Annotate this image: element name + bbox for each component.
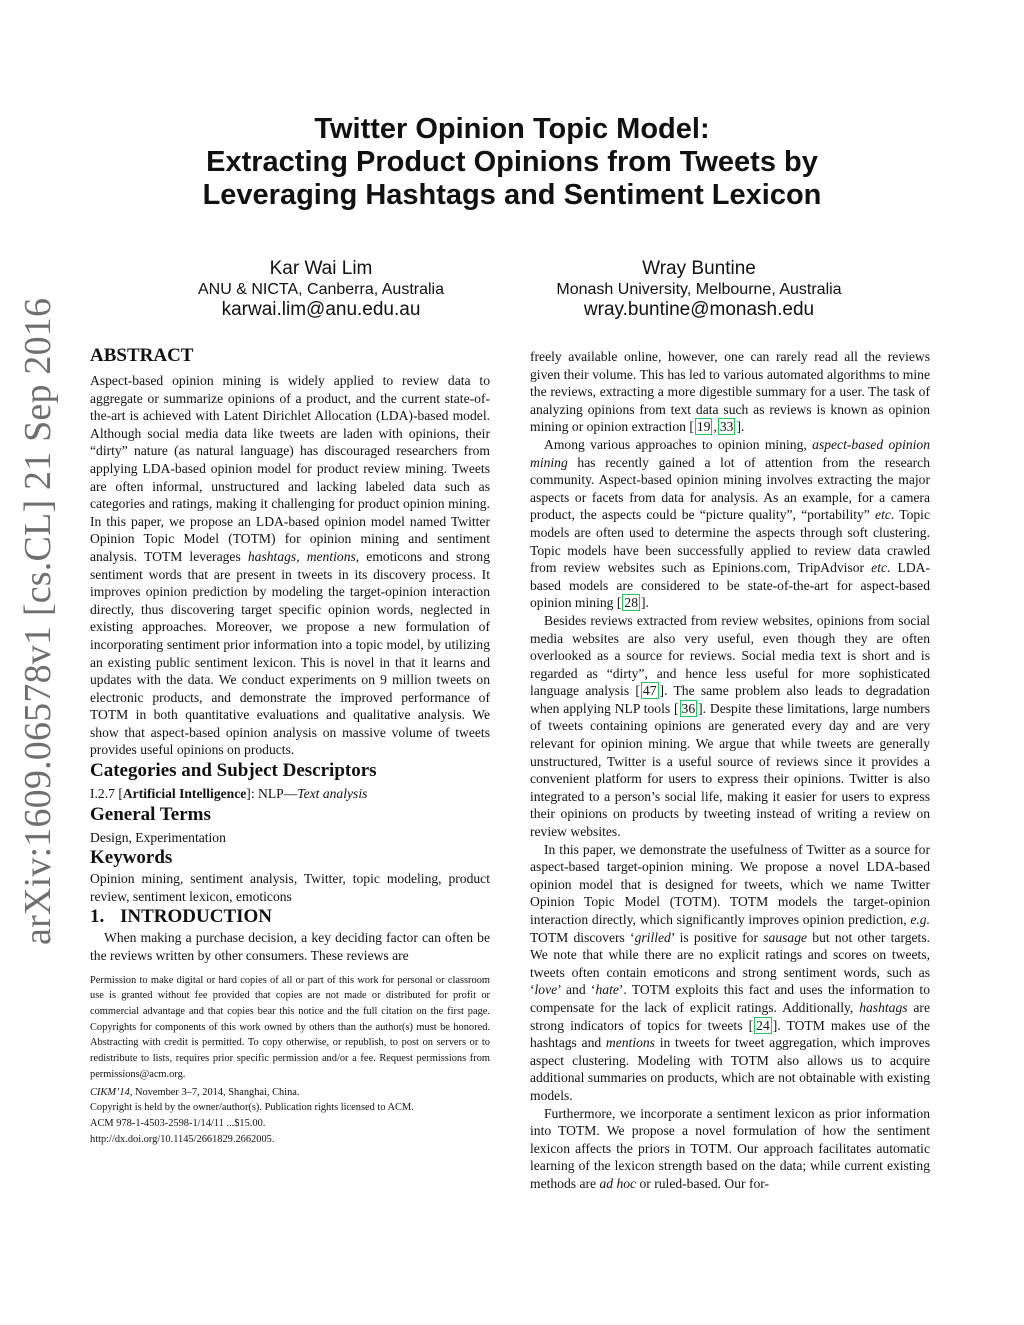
title-line-1: Twitter Opinion Topic Model: bbox=[314, 113, 710, 145]
general-terms-text: Design, Experimentation bbox=[90, 829, 226, 845]
right-column bbox=[530, 348, 930, 1193]
permission-notice bbox=[90, 973, 490, 1148]
categories-heading: Categories and Subject Descriptors bbox=[90, 760, 377, 782]
copyright-line: Copyright is held by the owner/author(s). Publication rights licensed to ACM. bbox=[90, 1102, 414, 1114]
title-line-3: Leveraging Hashtags and Sentiment Lexicon bbox=[202, 179, 822, 211]
conference-line: CIKM’14, November 3–7, 2014, Shanghai, China. bbox=[90, 1086, 300, 1098]
citation-link[interactable]: 47 bbox=[642, 683, 657, 699]
intro-paragraph-2: Among various approaches to opinion mining, aspect-based opinion mining has recently gained a lot of attention from the research community. Aspect-based opinion mining involves extracting the major aspects or facets from data for analysis. As an example, for a camera product, the aspects could be “picture quality”, “portability” etc. Topic models are often used to determine the aspects through soft clustering. Topic models have been successfully applied to review data crawled from review websites such as Epinions.com, TripAdvisor etc. LDA-based models are considered to be state-of-the-art for aspect-based opinion mining [ 28 ]. bbox=[530, 436, 931, 611]
abstract-em-hashtags: hashtags bbox=[247, 548, 297, 564]
keywords-heading: Keywords bbox=[90, 847, 173, 869]
intro-paragraph-3: Besides reviews extracted from review websites, opinions from social media websites are also very useful, even though they are often overlooked as a source for reviews. Social media text is short and is regarded as “dirty”, and hence less useful for more sophisticated language analysis [ 47 ]. The same problem also leads to degradation when applying NLP tools [ 36 ]. Despite these limitations, large numbers of tweets containing opinions are generated every day and are very relevant for opinion mining. We argue that while tweets are generally unstructured, Twitter is a useful source of reviews since it provides a convenient platform for users to express their opinions. Twitter is also integrated to a person’s social life, making it easier for users to express their opinions on products by tweeting instead of writing a review on review websites. bbox=[530, 612, 930, 840]
title-line-2: Extracting Product Opinions from Tweets by bbox=[206, 146, 818, 178]
intro-paragraph-4: In this paper, we demonstrate the usefulness of Twitter as a source for aspect-based target-opinion mining. We propose a novel LDA-based opinion model that is designed for tweets, which we name Twitter Opinion Topic Model (TOTM). TOTM models the target-opinion interaction directly, which significantly improves opinion prediction, e.g. TOTM discovers ‘grilled’ is positive for sausage but not other targets. We note that while there are no explicit ratings and scores on tweets, tweets often contain emoticons and strong sentiment words, such as ‘love’ and ‘hate’. TOTM exploits this fact and uses the information to compensate for the lack of explicit ratings. Additionally, hashtags are strong indicators of topics for tweets [ 24 ]. TOTM makes use of the hashtags and mentions in tweets for tweet aggregation, which improves aspect clustering. Modeling with TOTM also allows us to acquire additional summaries on products, which are not obtainable with existing models. bbox=[530, 841, 931, 1103]
introduction-paragraph-1: When making a purchase decision, a key deciding factor can often be the reviews written by other consumers. These reviews are bbox=[90, 930, 490, 964]
general-terms-heading: General Terms bbox=[90, 803, 211, 825]
abstract-em-mentions: mentions bbox=[306, 548, 356, 564]
intro-paragraph-5: Furthermore, we incorporate a sentiment lexicon as prior information into TOTM. We propose a novel formulation of how the sentiment lexicon affects the priors in TOTM. Our approach facilitates automatic learning of the lexicon strength based on the data; while current existing methods are ad hoc or ruled-based. Our for- bbox=[530, 1105, 930, 1191]
isbn-line: ACM 978-1-4503-2598-1/14/11 ...$15.00. bbox=[90, 1117, 266, 1129]
author-block-1 bbox=[141, 258, 501, 321]
intro-paragraph-continued: freely available online, however, one can rarely read all the reviews given their volume. This has led to various automated algorithms to mine the reviews, extracting a more digestible summary for a user. The task of analyzing opinions from text data such as reviews is known as opinion mining or opinion extraction [ 19 , 33 ]. bbox=[530, 349, 930, 435]
left-column bbox=[90, 344, 490, 1147]
citation-link[interactable]: 33 bbox=[719, 419, 734, 435]
author-name: Wray Buntine bbox=[642, 258, 756, 279]
author-affiliation: ANU & NICTA, Canberra, Australia bbox=[197, 281, 444, 298]
author-affiliation: Monash University, Melbourne, Australia bbox=[556, 281, 842, 298]
abstract-text: Aspect-based opinion mining is widely applied to review data to aggregate or summarize opinions of a product, and the current state-of-the-art is achieved with Latent Dirichlet Allocation (LDA)-based model. Although social media data like tweets are laden with opinions, their “dirty” nature (as natural language) has discouraged researchers from applying LDA-based opinion model for product review mining. Tweets are often informal, unstructured and lacking labeled data such as categories and ratings, making it challenging for product opinion mining. In this paper, we propose an LDA-based opinion model named Twitter Opinion Topic Model (TOTM) for opinion mining and sentiment analysis. TOTM leverages hashtags, mentions, emoticons and strong sentiment words that are present in tweets in its discovery process. It improves opinion prediction by modeling the target-opinion interaction directly, thus discovering target specific opinion words, neglected in existing approaches. Moreover, we propose a new formulation of incorporating sentiment prior information into a topic model, by utilizing an existing public sentiment lexicon. This is novel in that it learns and updates with the data. We conduct experiments on 9 million tweets on electronic products, and demonstrate the improved performance of TOTM in both quantitative evaluations and qualitative analysis. We show that aspect-based opinion analysis on massive volume of tweets provides useful opinions on products. bbox=[90, 373, 490, 758]
author-email: karwai.lim@anu.edu.au bbox=[221, 299, 421, 320]
citation-link[interactable]: 36 bbox=[681, 700, 696, 716]
paper-title bbox=[112, 113, 912, 212]
citation-link[interactable]: 28 bbox=[624, 595, 638, 611]
author-block-2 bbox=[519, 258, 879, 321]
author-name: Kar Wai Lim bbox=[269, 258, 373, 279]
doi-line: http://dx.doi.org/10.1145/2661829.2662005. bbox=[90, 1133, 275, 1145]
section-number: 1. bbox=[90, 906, 105, 928]
citation-link[interactable]: 24 bbox=[756, 1017, 770, 1033]
author-email: wray.buntine@monash.edu bbox=[583, 299, 815, 320]
keywords-text: Opinion mining, sentiment analysis, Twitter, topic modeling, product review, sentiment lexicon, emoticons bbox=[90, 871, 490, 904]
arxiv-identifier: arXiv:1609.06578v1 [cs.CL] 21 Sep 2016 bbox=[17, 297, 59, 945]
citation-link[interactable]: 19 bbox=[696, 419, 711, 435]
introduction-heading: 1. INTRODUCTION bbox=[90, 906, 273, 928]
abstract-heading: ABSTRACT bbox=[90, 345, 194, 366]
permission-text: Permission to make digital or hard copies of all or part of this work for personal or classroom use is granted without fee provided that copies are not made or distributed for profit or commercial advantage and that copies bear this notice and the full citation on the first page. Copyrights for components of this work owned by others than the author(s) must be honored. Abstracting with credit is permitted. To copy otherwise, or republish, to post on servers or to redistribute to lists, requires prior specific permission and/or a fee. Request permissions from permissions@acm.org. bbox=[90, 974, 490, 1080]
categories-text: I.2.7 [Artificial Intelligence]: NLP—Text analysis bbox=[90, 786, 368, 802]
